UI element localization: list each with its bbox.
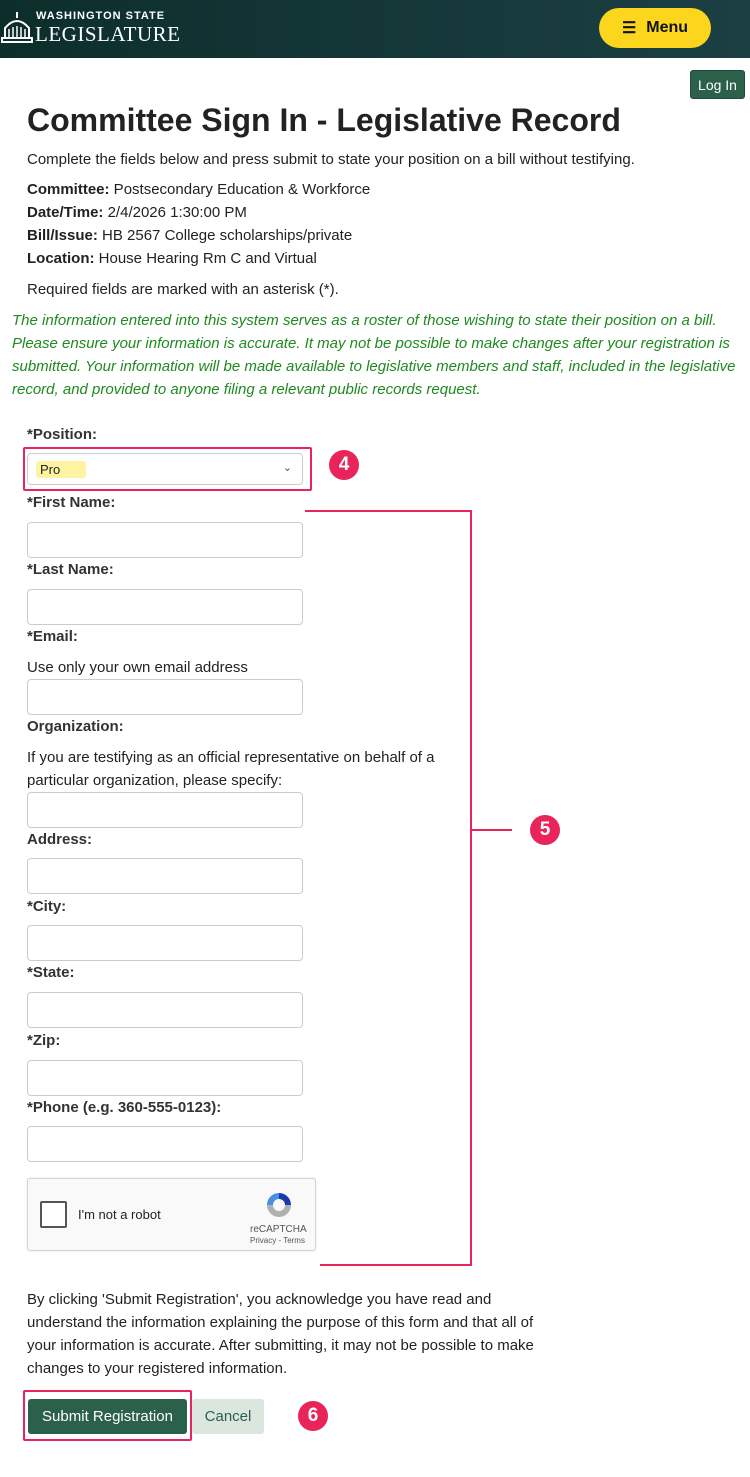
city-input[interactable] <box>27 925 303 961</box>
logo-text-top: WASHINGTON STATE <box>36 10 166 22</box>
menu-button[interactable] <box>599 8 711 48</box>
last-name-label: *Last Name: <box>27 561 114 578</box>
first-name-label: *First Name: <box>27 494 116 511</box>
submit-registration-button[interactable]: Submit Registration <box>28 1399 187 1434</box>
zip-input[interactable] <box>27 1060 303 1096</box>
address-label: Address: <box>27 831 93 848</box>
city-label: *City: <box>27 898 67 915</box>
bracket-top <box>305 510 472 512</box>
email-help: Use only your own email address <box>27 659 248 676</box>
recaptcha-logo-icon <box>263 1189 295 1221</box>
annotation-badge-4: 4 <box>329 450 359 480</box>
cancel-button[interactable]: Cancel <box>192 1399 264 1434</box>
recaptcha-widget <box>27 1178 316 1251</box>
state-input[interactable] <box>27 992 303 1028</box>
logo-text-bottom: LEGISLATURE <box>35 22 181 46</box>
position-label: *Position: <box>27 426 97 443</box>
acknowledgement-text: By clicking 'Submit Registration', you acknowledge you have read and understand the information explaining the purpose of this form and that all of your information is accurate. After submitting, it may not be possible to make changes to your registered information. <box>27 1291 534 1377</box>
address-input[interactable] <box>27 858 303 894</box>
bracket-bottom <box>320 1264 472 1266</box>
page-title: Committee Sign In - Legislative Record <box>27 102 621 138</box>
required-note: Required fields are marked with an asterisk (*). <box>27 281 339 298</box>
detail-location: Location: House Hearing Rm C and Virtual <box>27 250 317 267</box>
organization-input[interactable] <box>27 792 303 828</box>
last-name-input[interactable] <box>27 589 303 625</box>
detail-datetime: Date/Time: 2/4/2026 1:30:00 PM <box>27 204 247 221</box>
capitol-logo-icon <box>0 12 34 44</box>
annotation-box-6 <box>23 1390 192 1441</box>
recaptcha-checkbox[interactable] <box>40 1201 67 1228</box>
details <box>27 178 370 270</box>
intro-text: Complete the fields below and press submit to state your position on a bill without testifying. <box>27 151 635 168</box>
organization-label: Organization: <box>27 718 124 735</box>
state-label: *State: <box>27 964 75 981</box>
hamburger-icon: ☰ <box>621 20 637 37</box>
recaptcha-links[interactable]: Privacy - Terms <box>250 1236 305 1245</box>
chevron-down-icon: ⌄ <box>282 462 292 474</box>
annotation-badge-6: 6 <box>298 1401 328 1431</box>
bracket-vertical <box>470 510 472 1266</box>
bracket-tick <box>470 829 512 831</box>
position-value: Pro <box>36 461 86 478</box>
phone-label: *Phone (e.g. 360-555-0123): <box>27 1099 222 1116</box>
menu-label: Menu <box>646 19 689 36</box>
notice-text: The information entered into this system serves as a roster of those wishing to state their position on a bill. Please ensure your information is accurate. It may not be possible to make changes after your registration is submitted. Your information will be made available to legislative members and staff, included in the legislative record, and provided to anyone filing a relevant public records request. <box>12 312 736 398</box>
first-name-input[interactable] <box>27 522 303 558</box>
organization-help: If you are testifying as an official representative on behalf of a particular organization, please specify: <box>27 749 435 789</box>
recaptcha-label: I'm not a robot <box>78 1207 161 1222</box>
email-input[interactable] <box>27 679 303 715</box>
email-label: *Email: <box>27 628 78 645</box>
annotation-box-4 <box>23 447 312 491</box>
annotation-badge-5: 5 <box>530 815 560 845</box>
zip-label: *Zip: <box>27 1032 61 1049</box>
phone-input[interactable] <box>27 1126 303 1162</box>
detail-committee: Committee: Postsecondary Education & Workforce <box>27 181 371 198</box>
detail-bill: Bill/Issue: HB 2567 College scholarships/private <box>27 227 353 244</box>
recaptcha-brand: reCAPTCHA <box>250 1224 307 1235</box>
login-button[interactable]: Log In <box>690 70 745 99</box>
